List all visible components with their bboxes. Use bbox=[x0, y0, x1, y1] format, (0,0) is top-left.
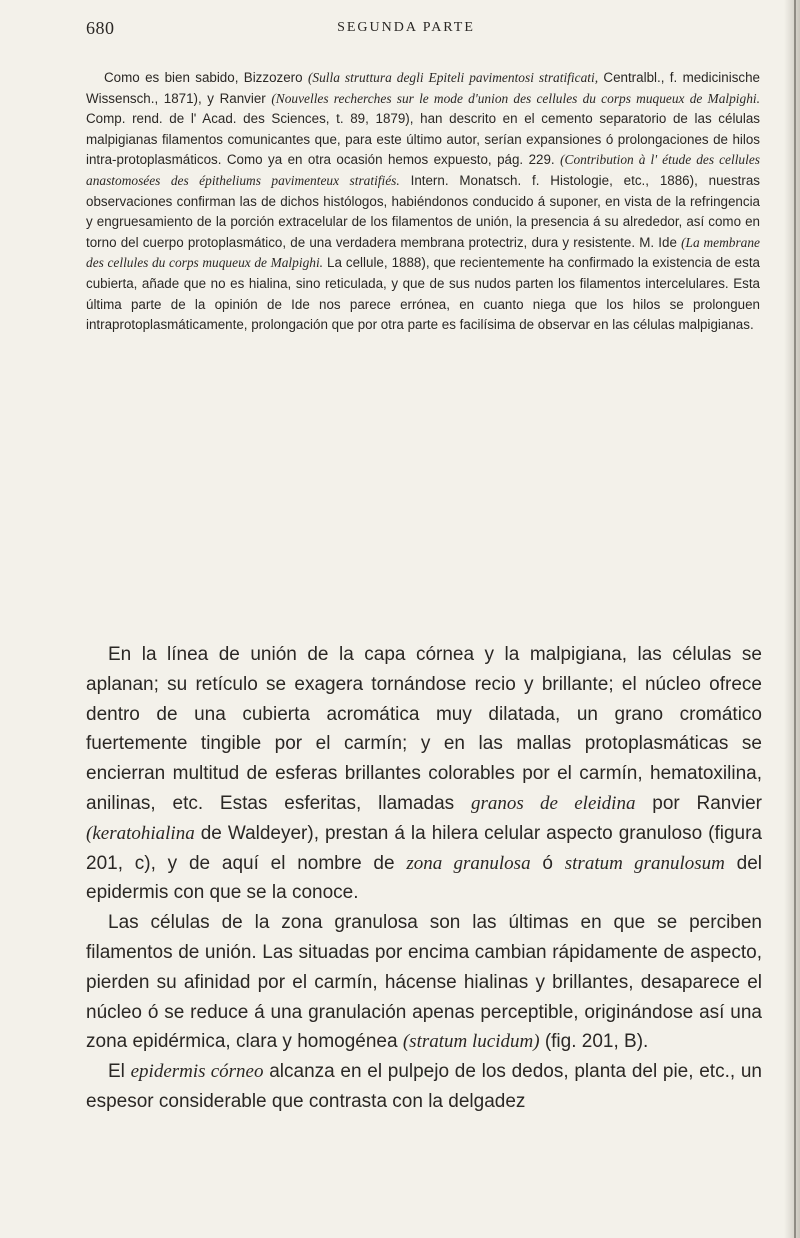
body-paragraph bbox=[86, 908, 762, 1057]
footnote-text: La cellule, 1888), que recientemente ha confirmado la existencia de esta cubierta, añade que no es hialina, sino reticulada, y que de sus nudos parten los filamentos intercelulares. Esta última parte de la opinión de Ide nos parece errónea, en cuanto niega que los hilos se prolonguen intraprotoplasmáticamente, prolongación que por otra parte es facilísima de observar en las células malpigianas. bbox=[86, 255, 760, 333]
footnote-paragraph bbox=[86, 68, 760, 336]
footnote-text: Centralbl., f. medicinische Wissensch., 1871), y Ranvier bbox=[86, 70, 760, 106]
body-text: El bbox=[108, 1061, 131, 1083]
body-text: por Ranvier bbox=[635, 792, 762, 814]
body-text: del epidermis con que se la conoce. bbox=[86, 852, 763, 904]
footnote-text: Intern. Monatsch. f. Histologie, etc., 1886), nuestras observaciones confirman las de dichos histólogos, habiéndonos conducido á suponer, en vista de la refringencia y engruesamiento de la porción extracelular de los filamentos de unión, la presencia á su alrededor, así como en torno del cuerpo protoplasmático, de una verdadera membrana protectriz, dura y resistente. M. Ide bbox=[86, 172, 760, 250]
footnote-citation-title: (Sulla struttura degli Epiteli pavimentosi stratificati, bbox=[307, 70, 599, 85]
body-text: ó bbox=[530, 852, 565, 874]
footnote-citation-title: (Nouvelles recherches sur le mode d'union des cellules du corps muqueux de Malpighi. bbox=[271, 90, 760, 106]
term-emphasis: (stratum lucidum) bbox=[402, 1031, 540, 1053]
body-text: de Waldeyer), prestan á la hilera celular aspecto granuloso (figura 201, c), y de aquí el nombre de bbox=[86, 822, 762, 874]
body-paragraph bbox=[86, 640, 762, 908]
term-emphasis: (keratohialina bbox=[86, 822, 195, 844]
page-edge-line bbox=[794, 0, 796, 1238]
main-text bbox=[86, 640, 762, 1117]
term-emphasis: granos de eleidina bbox=[470, 792, 636, 814]
footnote-citation-title: (La membrane des cellules du corps muqueux de Malpighi. bbox=[86, 234, 761, 271]
body-text: (fig. 201, B). bbox=[539, 1031, 649, 1053]
term-emphasis: epidermis córneo bbox=[130, 1061, 264, 1083]
term-emphasis: stratum granulosum bbox=[564, 852, 725, 874]
footnote-block bbox=[86, 68, 760, 336]
footnote-citation-title: (Contribution à l' étude des cellules anastomosées des épitheliums pavimenteux stratifiés. bbox=[86, 152, 760, 188]
page-header bbox=[86, 18, 726, 44]
body-paragraph bbox=[86, 1057, 762, 1117]
term-emphasis: zona granulosa bbox=[406, 852, 531, 874]
footnote-text: Comp. rend. de l' Acad. des Sciences, t. 89, 1879), han descrito en el cemento separatorio de las células malpigianas filamentos comunicantes que, para este último autor, serían expansiones ó prolongaciones de hilos intra-protoplasmáticos. Como ya en otra ocasión hemos expuesto, pág. 229. bbox=[86, 111, 760, 168]
running-head: SEGUNDA PARTE bbox=[337, 20, 475, 35]
footnote-text: Como es bien sabido, Bizzozero bbox=[104, 70, 308, 85]
page-number: 680 bbox=[86, 18, 115, 38]
body-text: alcanza en el pulpejo de los dedos, planta del pie, etc., un espesor considerable que contrasta con la delgadez bbox=[86, 1061, 762, 1112]
body-text: Las células de la zona granulosa son las últimas en que se perciben filamentos de unión. Las situadas por encima cambian rápidamente de aspecto, pierden su afinidad por el carmín, hácense hialinas y brillantes, desaparece el núcleo ó se reduce á una granulación apenas perceptible, originándose así una zona epidérmica, clara y homogénea bbox=[86, 912, 762, 1053]
body-text: En la línea de unión de la capa córnea y la malpigiana, las células se aplanan; su retículo se exagera tornándose recio y brillante; el núcleo ofrece dentro de una cubierta acromática muy dilatada, un grano cromático fuertemente tingible por el carmín; y en las mallas protoplasmáticas se encierran multitud de esferas brillantes colorables por el carmín, hematoxilina, anilinas, etc. Estas esferitas, llamadas bbox=[86, 644, 762, 814]
page-edge-shadow bbox=[784, 0, 800, 1238]
